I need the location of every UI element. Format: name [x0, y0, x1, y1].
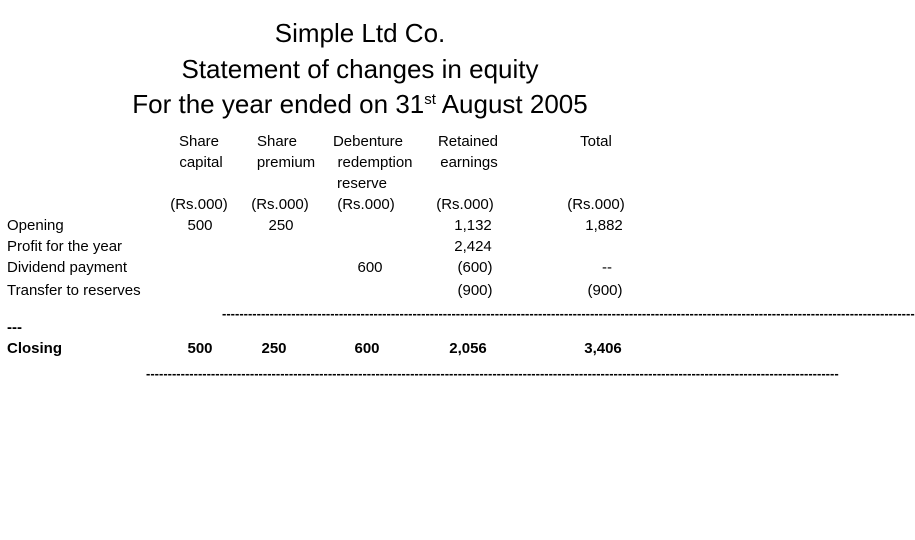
- cell-share-capital: 500: [187, 217, 213, 234]
- row-label: Opening: [7, 217, 64, 234]
- header-retained-2: earnings: [440, 154, 498, 171]
- header-share-capital-2: capital: [179, 154, 223, 171]
- separator-line-lower: ----------------------------------------------------------------------------------------------------------------------------------------------------------------: [146, 366, 839, 381]
- header-debenture-1: Debenture: [332, 133, 404, 150]
- row-label: Transfer to reserves: [7, 282, 141, 299]
- closing-total: 3,406: [584, 340, 622, 357]
- header-share-premium-2: premium: [256, 154, 316, 171]
- separator-wrap: ---: [7, 319, 22, 336]
- header-total: Total: [580, 133, 612, 150]
- period-line: [0, 88, 720, 120]
- separator-line-upper: ----------------------------------------------------------------------------------------------------------------------------------------------------------------: [222, 306, 915, 321]
- cell-total: 1,882: [585, 217, 623, 234]
- unit-retained: (Rs.000): [436, 196, 494, 213]
- closing-share-capital: 500: [187, 340, 213, 357]
- closing-debenture: 600: [354, 340, 380, 357]
- closing-share-premium: 250: [261, 340, 287, 357]
- unit-share-premium: (Rs.000): [251, 196, 309, 213]
- header-retained-1: Retained: [437, 133, 499, 150]
- row-label: Profit for the year: [7, 238, 123, 255]
- unit-share-capital: (Rs.000): [170, 196, 228, 213]
- period-prefix: For the year ended on 31: [132, 89, 425, 119]
- cell-retained: (900): [457, 282, 493, 299]
- cell-retained: 2,424: [454, 238, 492, 255]
- header-share-capital-1: Share: [178, 133, 220, 150]
- unit-total: (Rs.000): [567, 196, 625, 213]
- period-suffix: August 2005: [435, 89, 588, 119]
- row-label: Dividend payment: [7, 259, 128, 276]
- cell-total: --: [602, 259, 612, 276]
- period-superscript: st: [424, 91, 436, 108]
- closing-label: Closing: [7, 340, 62, 357]
- cell-retained: 1,132: [454, 217, 492, 234]
- cell-debenture: 600: [357, 259, 383, 276]
- header-debenture-2: redemption: [337, 154, 413, 171]
- closing-retained: 2,056: [449, 340, 487, 357]
- unit-debenture: (Rs.000): [337, 196, 395, 213]
- cell-share-premium: 250: [268, 217, 294, 234]
- company-name: Simple Ltd Co.: [274, 18, 446, 48]
- header-debenture-3: reserve: [336, 175, 388, 192]
- statement-name: Statement of changes in equity: [181, 54, 539, 84]
- cell-retained: (600): [457, 259, 493, 276]
- header-share-premium-1: Share: [256, 133, 298, 150]
- cell-total: (900): [587, 282, 623, 299]
